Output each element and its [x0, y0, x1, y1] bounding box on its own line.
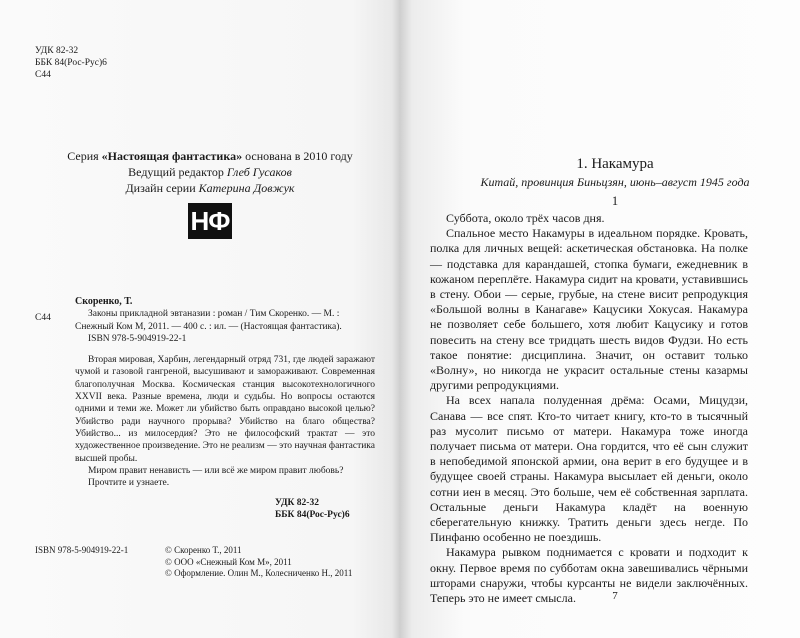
copyright-line: © Скоренко Т., 2011	[165, 545, 242, 555]
bbk-code: ББК 84(Рос-Рус)6	[35, 58, 107, 68]
catalog-bib-line: Законы прикладной эвтаназии : роман / Тим Скоренко. — М. :	[88, 309, 340, 320]
catalog-isbn: ISBN 978-5-904919-22-1	[88, 333, 187, 344]
catalog-bib-line: Снежный Ком М, 2011. — 400 с. : ил. — (Настоящая фантастика).	[75, 321, 342, 332]
designer-name: Катерина Довжук	[198, 181, 295, 195]
copyright-block	[165, 545, 352, 580]
right-page	[405, 0, 800, 638]
page-number: 7	[612, 590, 618, 602]
paragraph: Накамура рывком поднимается с кровати и подходит к окну. Первое время по субботам окна завешивались чёрными шторами снаружи, чтобы курсанты не видели заключённых. Теперь это не имеет смысла.	[430, 545, 748, 606]
catalog-author: Скоренко, Т.	[75, 296, 133, 307]
editor-name: Глеб Гусаков	[226, 165, 292, 179]
udk-code: УДК 82-32	[35, 46, 79, 56]
series-info	[50, 148, 370, 196]
udk-code: УДК 82-32	[275, 498, 319, 508]
copyright-isbn: ISBN 978-5-904919-22-1	[35, 545, 129, 555]
annotation: Прочтите и узнаете.	[88, 478, 170, 489]
editor-line: Ведущий редактор Глеб Гусаков	[128, 165, 292, 179]
annotation: Вторая мировая, Харбин, легендарный отряд 731, где людей заражают чумой и газовой гангреной, высушивают и замораживают. Современная благополучная Москва. Космическая станция высокотехнологичного XXVII века. Разные времена, люди и судьбы. Но вопросы остаются одними и теми же. Может ли убийство быть оправдано высокой целью? Убийство ради научного прорыва? Убийство на благо общества? Убийство... из милосердия? Это не философский трактат — это художественное произведение. Это не реализм — это научная фантастика высшей пробы.	[75, 355, 375, 464]
catalog-number: С44	[35, 313, 51, 323]
bbk-code: ББК 84(Рос-Рус)6	[275, 510, 350, 520]
chapter-title: 1. Накамура	[576, 156, 654, 172]
left-page	[0, 0, 395, 638]
designer-line: Дизайн серии Катерина Довжук	[125, 181, 295, 195]
chapter-body	[430, 211, 748, 606]
paragraph: Суббота, около трёх часов дня.	[446, 211, 605, 225]
catalog-entry	[75, 296, 375, 489]
section-number: 1	[611, 194, 619, 208]
series-logo: НФ	[188, 203, 232, 239]
paragraph: Спальное место Накамуры в идеальном порядке. Кровать, полка для личных вещей: аскетическая обстановка. На полке — подставка для карандашей, стопка бумаги, ежедневник в кожаном переплёте. Накамура сидит на кровати, уставившись в стену. Обои — серые, грубые, на стене висит репродукция «Большой волны в Канагаве» Кацусики Хокусая. Накамура не позволяет себе большего, хотя любит Кацусику и готов повесить на стену все тридцать шесть видов Фудзи. Но есть такое понятие: дисциплина. Значит, он оставит только «Волну», но никогда не украсит остальные стены казармы другими репродукциями.	[430, 226, 748, 393]
series-line: Серия «Настоящая фантастика» основана в 2010 году	[67, 149, 353, 163]
copyright-line: © Оформление. Олин М., Колесниченко Н., 2011	[165, 568, 353, 578]
udk-bottom-block	[275, 497, 350, 521]
annotation: Миром правит ненависть — или всё же миром правит любовь?	[88, 465, 344, 476]
author-mark: С44	[35, 70, 51, 80]
series-name: «Настоящая фантастика»	[101, 149, 243, 163]
chapter-subtitle: Китай, провинция Биньцзян, июнь–август 1945 года	[480, 175, 750, 189]
copyright-line: © ООО «Снежный Ком М», 2011	[165, 556, 292, 567]
udk-top-block	[35, 45, 107, 81]
paragraph: На всех напала полуденная дрёма: Осами, Мицудзи, Санава — все спят. Кто-то читает книгу, кто-то в тысячный раз мусолит письмо от матери. Накамура тоже иногда получает письма от матери. Она гордится, что её сын служит в непобедимой японской армии, она верит в его будущее и в будущее своей страны. Накамура высылает ей деньги, около сотни иен в месяц. Это больше, чем её собственная зарплата. Остальные деньги Накамура кладёт на военную сберегательную книжку. Тратить деньги здесь негде. По Пинфаню особенно не поездишь.	[430, 393, 748, 545]
